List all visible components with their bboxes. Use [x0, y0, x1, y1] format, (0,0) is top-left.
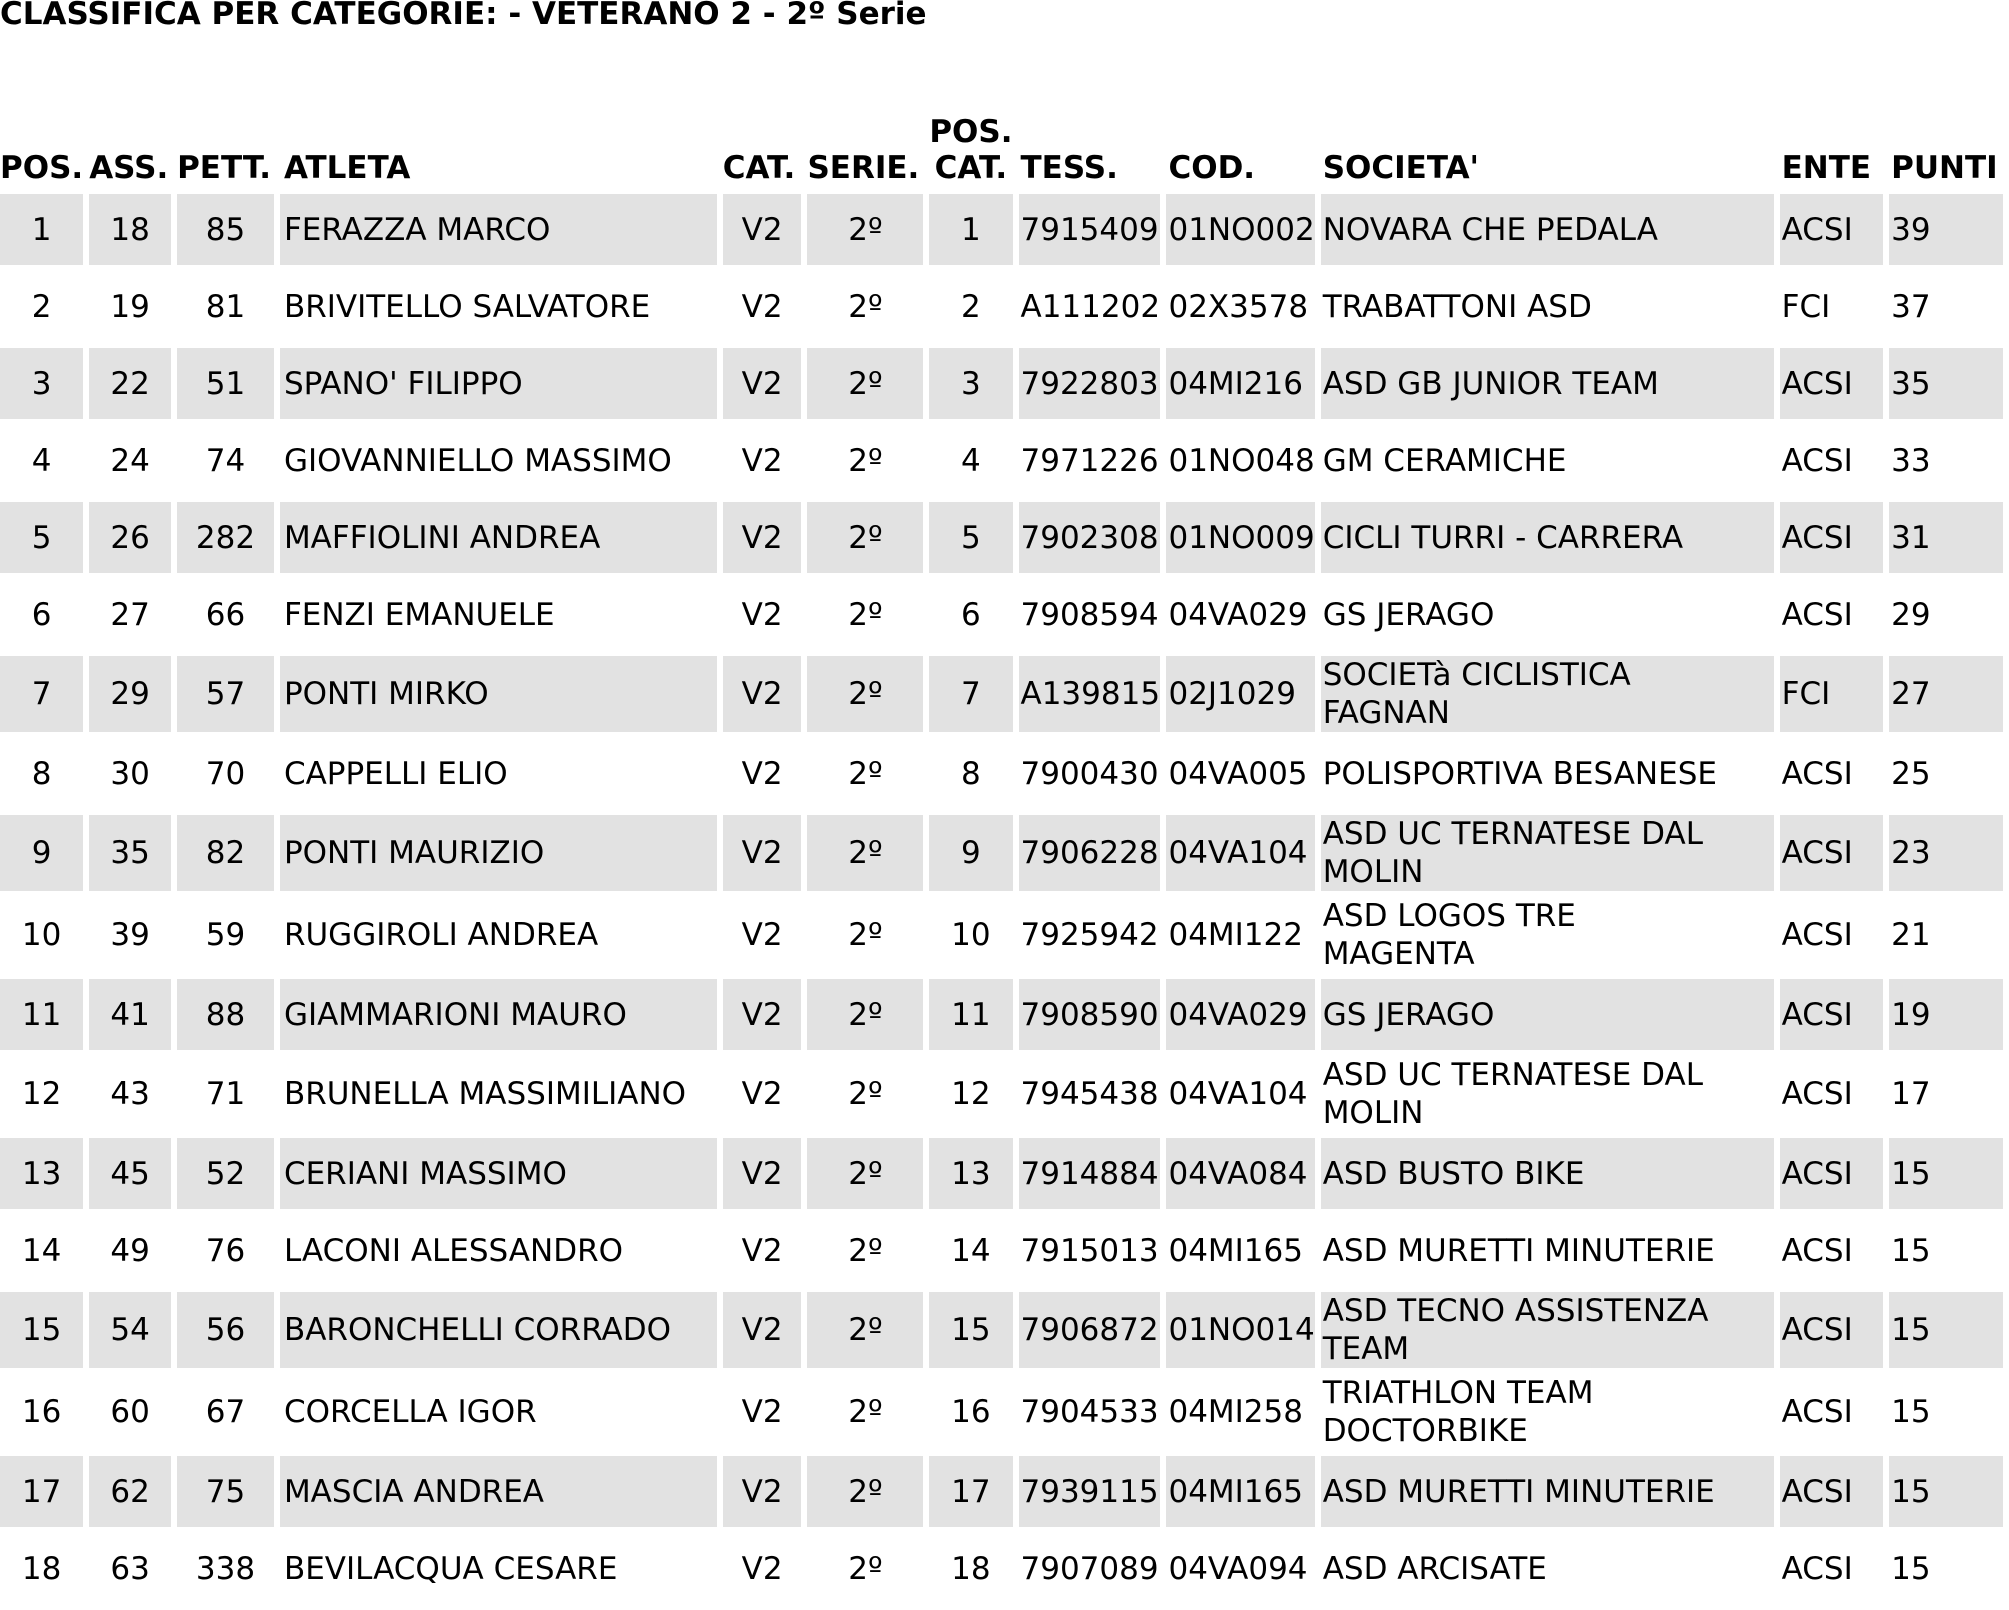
cell-serie: 2º	[807, 979, 923, 1050]
cell-ass: 26	[89, 502, 171, 573]
cell-pett: 74	[205, 442, 246, 479]
cell-poscat: 13	[929, 1138, 1012, 1209]
societa-text: ASD UC TERNATESE DAL MOLIN	[1322, 816, 1703, 890]
header-atleta: ATLETA	[283, 150, 411, 186]
societa-text: ASD ARCISATE	[1322, 1550, 1547, 1587]
cell-pett: 71	[205, 1076, 246, 1112]
cell-pett: 75	[177, 1456, 274, 1527]
cell-ass: 45	[89, 1138, 171, 1209]
cell-punti: 35	[1889, 348, 2003, 419]
cell-ass: 27	[110, 596, 150, 633]
header-ass: ASS.	[89, 150, 169, 186]
cell-ente: FCI	[1780, 656, 1884, 732]
header-cat: CAT.	[722, 150, 796, 186]
cell-atleta: CAPPELLI ELIO	[283, 755, 508, 792]
table-row	[0, 979, 2003, 1050]
table-row	[0, 1374, 2003, 1450]
cell-poscat: 8	[961, 755, 981, 792]
cell-tess: 7908590	[1019, 979, 1161, 1050]
header-pett: PETT.	[177, 150, 272, 186]
cell-punti: 19	[1889, 979, 2003, 1050]
cell-societa	[1321, 1374, 1774, 1450]
cell-cod: 04VA029	[1166, 979, 1314, 1050]
cell-poscat: 5	[929, 502, 1012, 573]
cell-atleta: LACONI ALESSANDRO	[283, 1232, 624, 1269]
header-poscat	[929, 114, 1012, 188]
cell-tess: 7925942	[1020, 917, 1159, 953]
cell-ass: 63	[110, 1550, 150, 1587]
cell-poscat: 2	[961, 288, 981, 325]
societa-text: ASD GB JUNIOR TEAM	[1322, 365, 1659, 402]
cell-serie: 2º	[807, 1292, 923, 1368]
cell-punti: 31	[1889, 502, 2003, 573]
cell-cat: V2	[741, 596, 783, 633]
cell-pett: 67	[205, 1394, 246, 1430]
cell-pos: 5	[0, 502, 83, 573]
header-punti: PUNTI	[1891, 150, 1998, 186]
cell-pos: 11	[0, 979, 83, 1050]
cell-atleta: BRUNELLA MASSIMILIANO	[283, 1076, 687, 1112]
cell-punti: 23	[1889, 815, 2003, 891]
cell-atleta: MASCIA ANDREA	[280, 1456, 717, 1527]
cell-serie: 2º	[848, 1394, 883, 1430]
header-row	[0, 114, 2003, 188]
societa-text: ASD UC TERNATESE DAL MOLIN	[1322, 1057, 1703, 1131]
cell-cod: 04MI258	[1168, 1394, 1303, 1430]
cell-poscat: 6	[961, 596, 981, 633]
cell-atleta: GIOVANNIELLO MASSIMO	[283, 442, 672, 479]
cell-serie: 2º	[848, 1550, 883, 1587]
cell-atleta: CORCELLA IGOR	[283, 1394, 537, 1430]
cell-ente: ACSI	[1780, 815, 1884, 891]
cell-pett: 70	[205, 755, 246, 792]
cell-poscat: 9	[929, 815, 1012, 891]
cell-societa	[1321, 194, 1774, 265]
cell-pos: 6	[31, 596, 52, 633]
header-tess: TESS.	[1020, 150, 1118, 186]
cell-atleta: GIAMMARIONI MAURO	[280, 979, 717, 1050]
cell-tess: 7906228	[1019, 815, 1161, 891]
cell-ente: ACSI	[1781, 1232, 1853, 1269]
cell-punti: 15	[1889, 1138, 2003, 1209]
table-row	[0, 1533, 2003, 1604]
cell-serie: 2º	[807, 194, 923, 265]
cell-cat: V2	[723, 1292, 802, 1368]
societa-text: POLISPORTIVA BESANESE	[1322, 755, 1717, 792]
cell-punti: 27	[1889, 656, 2003, 732]
cell-pett: 85	[177, 194, 274, 265]
cell-ass: 24	[110, 442, 150, 479]
cell-ente: ACSI	[1781, 442, 1853, 479]
cell-ass: 22	[89, 348, 171, 419]
cell-cat: V2	[723, 815, 802, 891]
cell-ass: 19	[110, 288, 150, 325]
cell-pos: 18	[21, 1550, 62, 1587]
cell-cod: 01NO009	[1166, 502, 1314, 573]
societa-text: ASD MURETTI MINUTERIE	[1322, 1232, 1715, 1269]
cell-ass: 43	[110, 1076, 150, 1112]
cell-cod: 04MI216	[1166, 348, 1314, 419]
cell-ass: 30	[110, 755, 150, 792]
cell-pos: 13	[0, 1138, 83, 1209]
cell-pos: 14	[21, 1232, 62, 1269]
cell-pos: 17	[0, 1456, 83, 1527]
table-row	[0, 348, 2003, 419]
cell-serie: 2º	[807, 1456, 923, 1527]
cell-societa	[1321, 1456, 1774, 1527]
cell-atleta: CERIANI MASSIMO	[280, 1138, 717, 1209]
cell-punti: 17	[1891, 1076, 1931, 1112]
header-poscat-line1: POS.	[929, 114, 1013, 150]
cell-cod: 04MI122	[1168, 917, 1303, 953]
cell-tess: 7914884	[1019, 1138, 1161, 1209]
table-row	[0, 194, 2003, 265]
cell-societa	[1321, 1215, 1774, 1286]
cell-atleta: PONTI MAURIZIO	[280, 815, 717, 891]
cell-serie: 2º	[807, 502, 923, 573]
cell-ass: 54	[89, 1292, 171, 1368]
cell-poscat: 3	[929, 348, 1012, 419]
table-row	[0, 1456, 2003, 1527]
cell-tess: 7971226	[1020, 442, 1159, 479]
cell-pett: 56	[177, 1292, 274, 1368]
cell-punti: 15	[1891, 1394, 1931, 1430]
cell-ass: 62	[89, 1456, 171, 1527]
cell-pos: 15	[0, 1292, 83, 1368]
societa-text: ASD TECNO ASSISTENZA TEAM	[1322, 1293, 1709, 1367]
cell-ente: ACSI	[1781, 596, 1853, 633]
cell-ass: 35	[89, 815, 171, 891]
table-row	[0, 1215, 2003, 1286]
table-row	[0, 1138, 2003, 1209]
cell-ente: ACSI	[1780, 1292, 1884, 1368]
cell-pett: 57	[177, 656, 274, 732]
cell-societa	[1321, 897, 1774, 973]
cell-ente: ACSI	[1781, 1076, 1853, 1112]
cell-societa	[1321, 1533, 1774, 1604]
cell-societa	[1321, 502, 1774, 573]
cell-cat: V2	[723, 502, 802, 573]
cell-ass: 49	[110, 1232, 150, 1269]
cell-tess: 7904533	[1020, 1394, 1159, 1430]
cell-cod: 04VA104	[1166, 815, 1314, 891]
cell-serie: 2º	[807, 1138, 923, 1209]
cell-pos: 3	[0, 348, 83, 419]
cell-serie: 2º	[848, 917, 883, 953]
table-row	[0, 1292, 2003, 1368]
societa-text: TRIATHLON TEAM DOCTORBIKE	[1322, 1375, 1594, 1449]
cell-punti: 15	[1889, 1456, 2003, 1527]
cell-tess: 7908594	[1020, 596, 1159, 633]
cell-cat: V2	[723, 979, 802, 1050]
cell-ente: ACSI	[1781, 1550, 1853, 1587]
societa-text: GM CERAMICHE	[1322, 442, 1567, 479]
cell-cat: V2	[741, 288, 783, 325]
cell-cod: 04VA029	[1168, 596, 1308, 633]
cell-pos: 7	[0, 656, 83, 732]
societa-text: ASD MURETTI MINUTERIE	[1322, 1473, 1715, 1510]
table-row	[0, 502, 2003, 573]
cell-punti: 21	[1891, 917, 1931, 953]
table-row	[0, 271, 2003, 342]
cell-cod: 04VA084	[1166, 1138, 1314, 1209]
table-row	[0, 897, 2003, 973]
results-body	[0, 194, 2003, 1604]
cell-punti: 29	[1891, 596, 1931, 633]
cell-poscat: 12	[951, 1076, 991, 1112]
header-pos: POS.	[0, 150, 84, 186]
cell-pett: 88	[177, 979, 274, 1050]
cell-pos: 16	[21, 1394, 62, 1430]
cell-ass: 39	[110, 917, 150, 953]
cell-ente: ACSI	[1780, 348, 1884, 419]
cell-atleta: BRIVITELLO SALVATORE	[283, 288, 651, 325]
cell-cod: 04MI165	[1168, 1232, 1303, 1269]
cell-cat: V2	[741, 442, 783, 479]
cell-atleta: FERAZZA MARCO	[280, 194, 717, 265]
cell-serie: 2º	[848, 288, 883, 325]
cell-atleta: SPANO' FILIPPO	[280, 348, 717, 419]
cell-cod: 02X3578	[1168, 288, 1309, 325]
cell-atleta: PONTI MIRKO	[280, 656, 717, 732]
cell-societa	[1321, 1138, 1774, 1209]
cell-poscat: 17	[929, 1456, 1012, 1527]
cell-serie: 2º	[848, 1232, 883, 1269]
table-row	[0, 656, 2003, 732]
cell-ente: ACSI	[1780, 1138, 1884, 1209]
cell-tess: 7939115	[1019, 1456, 1161, 1527]
cell-punti: 15	[1891, 1232, 1931, 1269]
cell-serie: 2º	[848, 755, 883, 792]
cell-serie: 2º	[807, 656, 923, 732]
cell-pos: 8	[31, 755, 52, 792]
cell-societa	[1321, 656, 1774, 732]
cell-cat: V2	[741, 1232, 783, 1269]
societa-text: ASD BUSTO BIKE	[1322, 1155, 1585, 1192]
cell-ente: ACSI	[1781, 1394, 1853, 1430]
cell-ass: 18	[89, 194, 171, 265]
cell-serie: 2º	[848, 1076, 883, 1112]
societa-text: CICLI TURRI - CARRERA	[1322, 519, 1684, 556]
cell-serie: 2º	[807, 348, 923, 419]
table-row	[0, 425, 2003, 496]
cell-ente: FCI	[1781, 288, 1831, 325]
cell-cat: V2	[741, 917, 783, 953]
cell-punti: 25	[1891, 755, 1931, 792]
cell-cod: 04VA094	[1168, 1550, 1308, 1587]
cell-punti: 39	[1889, 194, 2003, 265]
header-poscat-line2: CAT.	[934, 150, 1008, 186]
cell-ass: 41	[89, 979, 171, 1050]
cell-cat: V2	[741, 1076, 783, 1112]
cell-cod: 04VA104	[1168, 1076, 1308, 1112]
table-row	[0, 579, 2003, 650]
cell-punti: 15	[1889, 1292, 2003, 1368]
cell-societa	[1321, 425, 1774, 496]
cell-pett: 282	[177, 502, 274, 573]
cell-tess: A139815	[1019, 656, 1161, 732]
cell-cat: V2	[741, 1550, 783, 1587]
cell-ente: ACSI	[1780, 194, 1884, 265]
cell-cat: V2	[723, 1138, 802, 1209]
cell-poscat: 4	[961, 442, 981, 479]
cell-tess: 7902308	[1019, 502, 1161, 573]
cell-tess: 7915409	[1019, 194, 1161, 265]
cell-pett: 76	[205, 1232, 246, 1269]
cell-pett: 338	[195, 1550, 256, 1587]
cell-atleta: FENZI EMANUELE	[283, 596, 555, 633]
page-title: CLASSIFICA PER CATEGORIE: - VETERANO 2 - 2º Serie	[0, 0, 927, 32]
cell-atleta: BEVILACQUA CESARE	[283, 1550, 618, 1587]
header-serie: SERIE.	[807, 150, 920, 186]
cell-cod: 04VA005	[1168, 755, 1308, 792]
cell-pos: 12	[21, 1076, 62, 1112]
cell-ente: ACSI	[1781, 755, 1853, 792]
cell-punti: 33	[1891, 442, 1931, 479]
cell-poscat: 16	[951, 1394, 991, 1430]
cell-poscat: 1	[929, 194, 1012, 265]
header-societa: SOCIETA'	[1322, 150, 1480, 186]
header-cod: COD.	[1168, 150, 1256, 186]
cell-serie: 2º	[807, 815, 923, 891]
cell-societa	[1321, 815, 1774, 891]
results-table	[0, 108, 2009, 1610]
header-ente: ENTE	[1781, 150, 1872, 186]
table-row	[0, 738, 2003, 809]
cell-cat: V2	[723, 1456, 802, 1527]
societa-text: ASD LOGOS TRE MAGENTA	[1322, 898, 1576, 972]
cell-poscat: 7	[929, 656, 1012, 732]
cell-societa	[1321, 1292, 1774, 1368]
cell-tess: 7900430	[1020, 755, 1159, 792]
cell-tess: 7915013	[1020, 1232, 1159, 1269]
cell-pos: 9	[0, 815, 83, 891]
cell-ente: ACSI	[1780, 1456, 1884, 1527]
cell-pos: 2	[31, 288, 52, 325]
cell-punti: 15	[1891, 1550, 1931, 1587]
cell-ente: ACSI	[1780, 979, 1884, 1050]
cell-tess: 7906872	[1019, 1292, 1161, 1368]
cell-cat: V2	[723, 348, 802, 419]
cell-cod: 01NO048	[1168, 442, 1315, 479]
cell-societa	[1321, 579, 1774, 650]
cell-ente: ACSI	[1780, 502, 1884, 573]
societa-text: SOCIETà CICLISTICA FAGNAN	[1322, 657, 1631, 731]
cell-cat: V2	[723, 194, 802, 265]
cell-societa	[1321, 738, 1774, 809]
cell-cod: 01NO014	[1166, 1292, 1314, 1368]
cell-cat: V2	[723, 656, 802, 732]
societa-text: TRABATTONI ASD	[1322, 288, 1592, 325]
cell-tess: 7907089	[1020, 1550, 1159, 1587]
cell-poscat: 11	[929, 979, 1012, 1050]
cell-atleta: BARONCHELLI CORRADO	[280, 1292, 717, 1368]
cell-pett: 52	[177, 1138, 274, 1209]
cell-poscat: 15	[929, 1292, 1012, 1368]
cell-pett: 81	[205, 288, 246, 325]
cell-cat: V2	[741, 1394, 783, 1430]
cell-societa	[1321, 979, 1774, 1050]
cell-serie: 2º	[848, 596, 883, 633]
cell-pett: 66	[205, 596, 246, 633]
cell-poscat: 10	[951, 917, 991, 953]
cell-pos: 4	[31, 442, 52, 479]
societa-text: GS JERAGO	[1322, 596, 1495, 633]
cell-cat: V2	[741, 755, 783, 792]
cell-societa	[1321, 348, 1774, 419]
cell-pett: 82	[177, 815, 274, 891]
cell-serie: 2º	[848, 442, 883, 479]
cell-societa	[1321, 1056, 1774, 1132]
cell-tess: 7922803	[1019, 348, 1161, 419]
cell-pos: 1	[0, 194, 83, 265]
cell-poscat: 18	[951, 1550, 991, 1587]
societa-text: GS JERAGO	[1322, 996, 1495, 1033]
cell-societa	[1321, 271, 1774, 342]
cell-poscat: 14	[951, 1232, 991, 1269]
cell-cod: 02J1029	[1166, 656, 1314, 732]
cell-tess: A111202	[1020, 288, 1161, 325]
cell-cod: 04MI165	[1166, 1456, 1314, 1527]
cell-atleta: MAFFIOLINI ANDREA	[280, 502, 717, 573]
cell-pett: 51	[177, 348, 274, 419]
table-row	[0, 815, 2003, 891]
cell-pett: 59	[205, 917, 246, 953]
societa-text: NOVARA CHE PEDALA	[1322, 211, 1658, 248]
cell-ass: 60	[110, 1394, 150, 1430]
cell-tess: 7945438	[1020, 1076, 1159, 1112]
cell-atleta: RUGGIROLI ANDREA	[283, 917, 599, 953]
cell-pos: 10	[21, 917, 62, 953]
cell-punti: 37	[1891, 288, 1931, 325]
cell-ente: ACSI	[1781, 917, 1853, 953]
cell-cod: 01NO002	[1166, 194, 1314, 265]
table-row	[0, 1056, 2003, 1132]
cell-ass: 29	[89, 656, 171, 732]
